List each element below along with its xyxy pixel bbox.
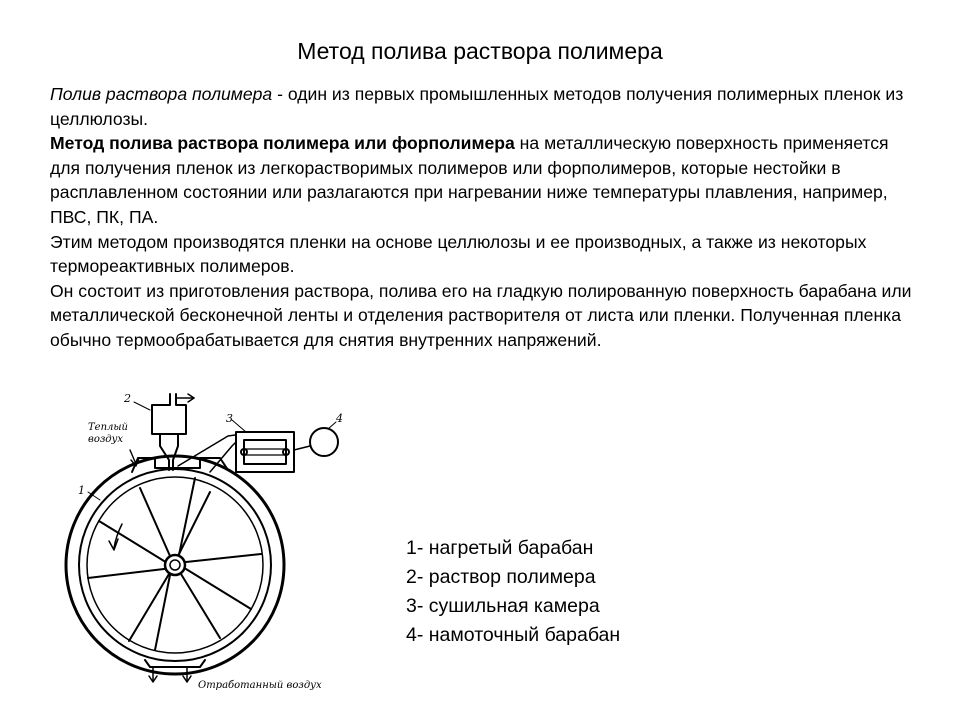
- warm-air-label-line2: воздух: [88, 434, 124, 445]
- exhaust-air-label: Отработанный воздух: [198, 680, 322, 691]
- drum-spokes: [88, 478, 261, 650]
- paragraph-3: [50, 230, 920, 279]
- diagram-legend: [406, 534, 620, 650]
- winding-drum: [294, 428, 338, 456]
- term-polymer-casting: Полив раствора полимера: [50, 84, 273, 104]
- paragraph-4: [50, 279, 920, 353]
- film-path: [178, 435, 236, 472]
- label-1: 1: [78, 484, 85, 497]
- paragraph-3-text: Этим методом производятся пленки на основе целлюлозы и ее производных, а также из некоторых термореактивных полимеров.: [50, 231, 867, 277]
- legend-item-winding-drum: 4- намоточный барабан: [406, 624, 621, 646]
- label-3: 3: [226, 412, 233, 425]
- paragraph-1-text: - один из первых промышленных методов получения полимерных пленок из целлюлозы.: [50, 84, 904, 129]
- label-4: 4: [336, 412, 343, 425]
- legend-item-drying-chamber: 3- сушильная камера: [406, 595, 600, 617]
- label-2: 2: [124, 392, 131, 405]
- paragraph-2-text: на металлическую поверхность применяется для получения пленок из легкорастворимых полимеров или форполимеров, которые нестойки в расплавленном состоянии или разлагаются при нагревании ниже температуры плавления, например, ПВС, ПК, ПА.: [50, 133, 889, 227]
- paragraph-1: [50, 82, 920, 131]
- legend-item-heated-drum: 1- нагретый барабан: [406, 537, 594, 559]
- legend-item-polymer-solution: 2- раствор полимера: [406, 566, 596, 588]
- body-text: [50, 82, 920, 353]
- slide-title: Метод полива раствора полимера: [297, 38, 663, 64]
- heated-drum: [66, 456, 284, 674]
- term-casting-method: Метод полива раствора полимера или форполимера: [50, 133, 515, 154]
- paragraph-2: [50, 131, 920, 229]
- casting-drum-diagram: [60, 388, 360, 700]
- warm-air-label-line1: Теплый: [88, 422, 128, 433]
- drying-chamber: [236, 432, 294, 472]
- paragraph-4-text: Он состоит из приготовления раствора, полива его на гладкую полированную поверхность барабана или металлической бесконечной ленты и отделения растворителя от листа или пленки. Полученная пленка обычно термообрабатывается для снятия внутренних напряжений.: [50, 280, 912, 350]
